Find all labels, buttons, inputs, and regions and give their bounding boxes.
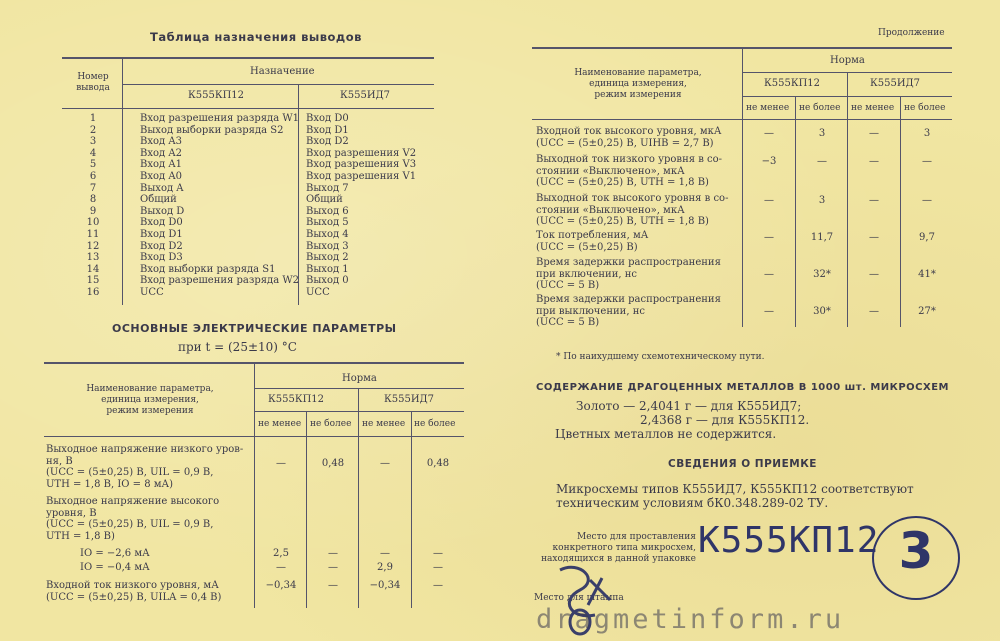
pin-purpose-id7: Выход 3: [306, 240, 349, 252]
pin-number: 3: [89, 136, 97, 148]
right-b-max: 9,7: [919, 232, 935, 243]
elec-b-min: —: [380, 458, 390, 469]
right-b-min-header: не менее: [851, 103, 895, 113]
right-param-name: Входной ток высокого уровня, мкА (UCC = (5±0,25) В, UIHB = 2,7 В): [536, 126, 722, 149]
pin-purpose-id7: UCC: [306, 287, 330, 298]
pin-number: 16: [86, 287, 100, 298]
elec-norm-header: Норма: [342, 373, 377, 384]
pin-purpose-kp12: Вход разрешения разряда W2: [140, 275, 299, 287]
elec-a-max-header: не более: [310, 419, 352, 429]
elec-chip-b-header: К555ИД7: [384, 394, 435, 405]
pin-purpose-kp12: UCC: [140, 287, 164, 298]
elec-b-max: —: [433, 562, 443, 573]
pin-purpose-kp12: Вход D0: [140, 217, 183, 229]
elec-a-min: −0,34: [265, 580, 297, 591]
right-param-name: Ток потребления, мА (UCC = (5±0,25) В): [536, 230, 649, 253]
elec-param-name: IO = −2,6 мА: [80, 548, 150, 559]
right-param-name: Время задержки распространения при включении, нс (UCC = 5 В): [536, 257, 721, 291]
pin-chip-a-header: К555КП12: [188, 90, 245, 101]
pin-number: 15: [86, 275, 100, 287]
right-param-header: Наименование параметра, единица измерения, режим измерения: [574, 68, 702, 100]
right-a-min: —: [764, 269, 774, 280]
pin-number: 2: [89, 124, 97, 136]
pin-purpose-id7: Вход D0: [306, 113, 349, 124]
electrical-params-subtitle: при t = (25±10) °C: [178, 340, 297, 354]
pin-number: 12: [86, 240, 100, 252]
pin-purpose-kp12: Вход D2: [140, 240, 183, 252]
right-b-min: —: [869, 156, 879, 167]
pin-number: 10: [86, 217, 100, 229]
pin-number: 8: [89, 194, 97, 206]
right-b-max: 41*: [918, 269, 936, 280]
pin-purpose-kp12: Выход A: [140, 182, 184, 194]
elec-param-name: Выходное напряжение низкого уров- ня, В (UCC = (5±0,25) В, UIL = 0,9 В, UTH = 1,8 В, IO = 8 мА): [46, 444, 244, 490]
right-a-min: −3: [761, 156, 777, 167]
pin-chip-b-header: К555ИД7: [340, 90, 391, 101]
pin-purpose-id7: Вход разрешения V2: [306, 147, 417, 159]
right-a-min: —: [764, 232, 774, 243]
pin-purpose-id7: Выход 5: [306, 217, 349, 229]
metals-title: СОДЕРЖАНИЕ ДРАГОЦЕННЫХ МЕТАЛЛОВ В 1000 шт. МИКРОСХЕМ: [536, 382, 950, 393]
pin-purpose-id7: Вход D2: [306, 136, 349, 148]
right-vline-1: [742, 47, 743, 327]
metals-line-3: Цветных металлов не содержится.: [555, 427, 777, 441]
watermark: dragmetinform.ru: [536, 604, 845, 635]
right-a-max: 3: [818, 195, 826, 206]
pin-number: 11: [86, 229, 100, 240]
chip-type-place-label: Место для проставления конкретного типа микросхем, находящихся в данной упаковке: [541, 532, 696, 564]
right-b-max: 27*: [918, 306, 936, 317]
elec-param-name: Входной ток низкого уровня, мА (UCC = (5±0,25) В, UILA = 0,4 В): [46, 580, 222, 603]
elec-chip-a-header: К555КП12: [268, 394, 325, 405]
right-b-min: —: [869, 269, 879, 280]
pin-number: 9: [89, 205, 97, 217]
pin-purpose-id7: Вход разрешения V3: [306, 159, 417, 171]
right-a-max: 30*: [813, 306, 831, 317]
pin-purpose-id7: Вход разрешения V1: [306, 171, 417, 182]
pin-purpose-kp12: Вход D3: [140, 252, 183, 264]
elec-a-min-header: не менее: [258, 419, 302, 429]
elec-vline-4: [411, 411, 412, 608]
pin-purpose-id7: Выход 6: [306, 205, 349, 217]
pin-purpose-kp12: Вход A0: [140, 171, 182, 182]
right-b-min: —: [869, 128, 879, 139]
right-b-max: —: [922, 156, 932, 167]
elec-b-min: −0,34: [369, 580, 401, 591]
pin-purpose-id7: Выход 7: [306, 182, 349, 194]
pin-purpose-id7: Выход 0: [306, 275, 349, 287]
pin-table-top-rule: [62, 57, 434, 59]
electrical-params-title: ОСНОВНЫЕ ЭЛЕКТРИЧЕСКИЕ ПАРАМЕТРЫ: [112, 322, 397, 335]
right-a-max-header: не более: [799, 103, 841, 113]
right-a-min: —: [764, 128, 774, 139]
pin-number: 4: [89, 147, 97, 159]
elec-vline-1: [254, 362, 255, 608]
elec-b-min: 2,9: [377, 562, 393, 573]
pin-purpose-kp12: Общий: [140, 194, 177, 206]
pin-table-vline-1: [122, 57, 123, 305]
acceptance-line-2: техническим условиям бК0.348.289-02 ТУ.: [556, 496, 829, 510]
elec-a-max: —: [328, 580, 338, 591]
pin-purpose-id7: Общий: [306, 194, 343, 206]
right-b-min: —: [869, 232, 879, 243]
metals-line-2: 2,4368 г — для К555КП12.: [640, 413, 810, 427]
right-norm-header: Норма: [830, 55, 865, 66]
right-b-min: —: [869, 306, 879, 317]
pin-purpose-kp12: Вход разрешения разряда W1: [140, 113, 299, 124]
right-param-name: Время задержки распространения при выключении, нс (UCC = 5 В): [536, 294, 721, 328]
pin-purpose-kp12: Выход D: [140, 205, 185, 217]
right-param-name: Выходной ток высокого уровня в со- стоянии «Выключено», мкА (UCC = (5±0,25) В, UTH = 1,8 В): [536, 193, 729, 227]
right-a-min: —: [764, 195, 774, 206]
elec-table-norm-rule: [254, 388, 464, 389]
footnote: * По наихудшему схемотехническому пути.: [556, 352, 765, 362]
elec-a-max: —: [328, 562, 338, 573]
right-a-max: —: [817, 156, 827, 167]
elec-b-max: 0,48: [426, 458, 450, 469]
right-a-min-header: не менее: [746, 103, 790, 113]
elec-param-name: IO = −0,4 мА: [80, 562, 150, 573]
pin-purpose-kp12: Вход выборки разряда S1: [140, 263, 276, 275]
acceptance-title: СВЕДЕНИЯ О ПРИЕМКЕ: [668, 458, 817, 470]
pin-purpose-id7: Выход 4: [306, 229, 349, 240]
circle-stamp-number: 3: [898, 522, 934, 580]
right-a-max: 32*: [813, 269, 831, 280]
right-b-max: 3: [923, 128, 931, 139]
elec-a-min: —: [276, 562, 286, 573]
stamp-place-label: Место для штампа: [534, 593, 624, 603]
pin-table-mid-rule: [122, 84, 434, 85]
acceptance-line-1: Микросхемы типов К555ИД7, К555КП12 соответствуют: [556, 482, 914, 496]
elec-table-chip-rule: [254, 411, 464, 412]
elec-vline-3: [358, 388, 359, 608]
right-vline-4: [900, 96, 901, 327]
pin-purpose-kp12: Вход A1: [140, 159, 182, 171]
elec-vline-2: [306, 411, 307, 608]
pin-number: 7: [89, 182, 97, 194]
pin-table-header-rule: [62, 108, 434, 109]
right-vline-2: [795, 96, 796, 327]
elec-param-header: Наименование параметра, единица измерения, режим измерения: [86, 384, 214, 416]
right-param-name: Выходной ток низкого уровня в со- стоянии «Выключено», мкА (UCC = (5±0,25) В, UTH = 1,8 В): [536, 154, 723, 188]
right-a-min: —: [764, 306, 774, 317]
right-a-max: 3: [818, 128, 826, 139]
pin-number: 5: [89, 159, 97, 171]
right-b-min: —: [869, 195, 879, 206]
right-b-max-header: не более: [904, 103, 946, 113]
pin-purpose-kp12: Вход D1: [140, 229, 183, 240]
chip-type-stamp: К555КП12: [698, 520, 880, 561]
right-b-max: —: [922, 195, 932, 206]
pin-purpose-kp12: Выход выборки разряда S2: [140, 124, 284, 136]
elec-b-max: —: [433, 548, 443, 559]
metals-line-1: Золото — 2,4041 г — для К555ИД7;: [576, 399, 802, 413]
purpose-header: Назначение: [250, 66, 315, 77]
elec-a-min: 2,5: [273, 548, 289, 559]
pin-number: 6: [89, 171, 97, 182]
elec-param-name: Выходное напряжение высокого уровня, В (UCC = (5±0,25) В, UIL = 0,9 В, UTH = 1,8 В): [46, 496, 220, 542]
elec-b-max: —: [433, 580, 443, 591]
pin-number: 14: [86, 263, 100, 275]
pin-table-title: Таблица назначения выводов: [150, 30, 362, 44]
elec-b-min: —: [380, 548, 390, 559]
pin-number-header: Номер вывода: [76, 72, 110, 93]
pin-purpose-id7: Вход D1: [306, 124, 349, 136]
right-a-max: 11,7: [810, 232, 834, 243]
elec-b-min-header: не менее: [362, 419, 406, 429]
elec-a-max: 0,48: [321, 458, 345, 469]
elec-a-max: —: [328, 548, 338, 559]
pin-purpose-id7: Выход 2: [306, 252, 349, 264]
right-vline-3: [847, 72, 848, 327]
right-chip-b-header: К555ИД7: [870, 78, 921, 89]
continuation-label: Продолжение: [878, 28, 945, 38]
pin-number: 13: [86, 252, 100, 264]
pin-purpose-kp12: Вход A3: [140, 136, 182, 148]
pin-purpose-id7: Выход 1: [306, 263, 349, 275]
pin-number: 1: [89, 113, 97, 124]
pin-purpose-kp12: Вход A2: [140, 147, 182, 159]
elec-b-max-header: не более: [414, 419, 456, 429]
right-chip-a-header: К555КП12: [764, 78, 821, 89]
elec-a-min: —: [276, 458, 286, 469]
